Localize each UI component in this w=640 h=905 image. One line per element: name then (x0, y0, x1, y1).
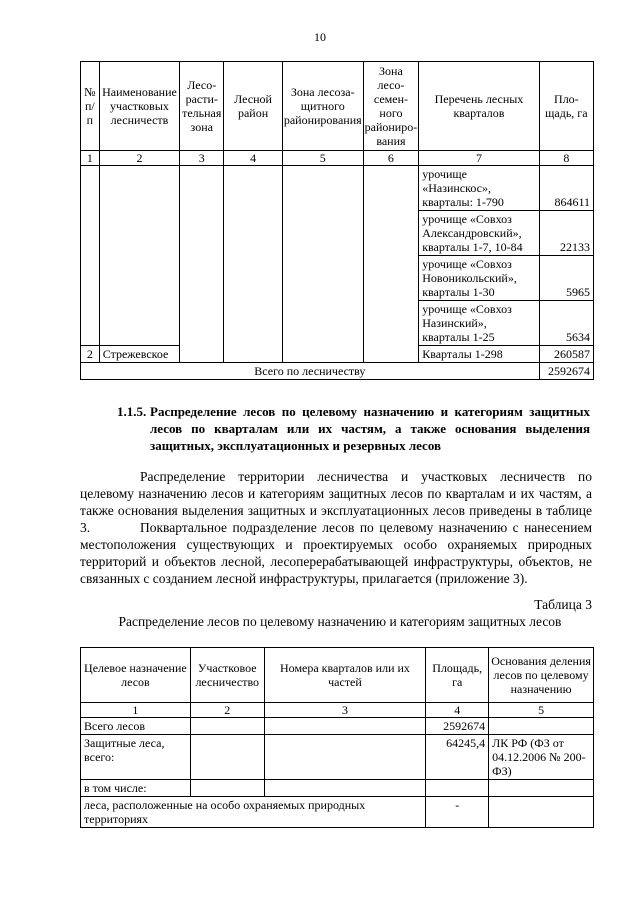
header-cell: Лесной район (224, 62, 283, 151)
header-cell: Наименование участковых лесничеств (99, 62, 180, 151)
area-cell: 64245,4 (426, 735, 489, 780)
column-number: 4 (224, 151, 283, 166)
column-number: 4 (426, 703, 489, 718)
kvartaly-cell: Кварталы 1-298 (419, 346, 540, 363)
header-cell: Номера кварталов или их частей (264, 648, 426, 703)
area-cell: 22133 (539, 211, 593, 256)
table-title: Распределение лесов по целевому назначению и категориям защитных лесов (118, 614, 562, 629)
empty-cell (282, 166, 363, 363)
area-cell: 260587 (539, 346, 593, 363)
basis-cell: ЛК РФ (ФЗ от 04.12.2006 № 200-ФЗ) (489, 735, 594, 780)
column-number: 8 (539, 151, 593, 166)
column-number: 7 (419, 151, 540, 166)
header-cell: Площадь, га (426, 648, 489, 703)
kvartaly-cell: урочище «Совхоз Новоникольский», кварталы 1-30 (419, 256, 540, 301)
table-row (81, 797, 594, 828)
table-caption: Таблица 3 (534, 597, 592, 612)
area-cell: 2592674 (426, 718, 489, 735)
table-header-row (81, 62, 594, 151)
section-number: 1.1.5. (117, 404, 147, 419)
row-number: 2 (81, 346, 100, 363)
page-number: 10 (314, 30, 326, 44)
empty-cell (264, 780, 426, 797)
section-title: Распределение лесов по целевому назначению и категориям защитных лесов по кварталам или их частям, а также основания выделения защитных, эксплуатационных и резервных лесов (150, 404, 590, 453)
empty-cell (180, 166, 224, 363)
area-cell: 5965 (539, 256, 593, 301)
column-number: 1 (81, 703, 191, 718)
area-cell: 5634 (539, 301, 593, 346)
empty-cell (99, 166, 180, 346)
header-cell: Лесо-расти-тельная зона (180, 62, 224, 151)
empty-cell (190, 780, 264, 797)
column-number: 5 (489, 703, 594, 718)
empty-cell (264, 718, 426, 735)
header-cell: Зона лесоза-щитного районирования (282, 62, 363, 151)
purpose-label: Всего лесов (81, 718, 191, 735)
empty-cell (224, 166, 283, 363)
column-number: 3 (264, 703, 426, 718)
table-header-row (81, 648, 594, 703)
empty-cell (264, 735, 426, 780)
total-value: 2592674 (539, 363, 593, 380)
area-cell: 864611 (539, 166, 593, 211)
district-name: Стрежевское (99, 346, 180, 363)
basis-cell (489, 780, 594, 797)
column-number: 6 (363, 151, 419, 166)
basis-cell (489, 797, 594, 828)
table-forest-districts (80, 61, 594, 380)
header-cell: Пло-щадь, га (539, 62, 593, 151)
table-total-row (81, 363, 594, 380)
kvartaly-cell: урочище «Совхоз Назинский», кварталы 1-25 (419, 301, 540, 346)
kvartaly-cell: урочище «Назинскос», кварталы: 1-790 (419, 166, 540, 211)
table-row (81, 166, 594, 211)
kvartaly-cell: урочище «Совхоз Александровский», кварталы 1-7, 10-84 (419, 211, 540, 256)
total-label: Всего по лесничеству (81, 363, 540, 380)
column-number: 2 (190, 703, 264, 718)
purpose-label: леса, расположенные на особо охраняемых природных территориях (81, 797, 426, 828)
column-number-row (81, 151, 594, 166)
empty-cell (190, 718, 264, 735)
purpose-label: Защитные леса, всего: (81, 735, 191, 780)
header-cell: Зона лесо-семен-ного райониро-вания (363, 62, 419, 151)
header-cell: № п/п (81, 62, 100, 151)
header-cell: Целевое назначение лесов (81, 648, 191, 703)
table-row (81, 735, 594, 780)
empty-cell (81, 166, 100, 346)
purpose-label: в том числе: (81, 780, 191, 797)
column-number: 5 (282, 151, 363, 166)
table-row (81, 718, 594, 735)
header-cell: Перечень лесных кварталов (419, 62, 540, 151)
area-cell (426, 780, 489, 797)
header-cell: Основания деления лесов по целевому назначению (489, 648, 594, 703)
column-number: 1 (81, 151, 100, 166)
paragraph: Поквартальное подразделение лесов по целевому назначению с нанесением местоположения существующих и проектируемых особо охраняемых природных территорий и объектов лесной, лесоперерабатывающей инфраструктуры, объектов, не связанных с созданием лесной инфраструктуры, прилагается (приложение 3). (80, 520, 592, 586)
empty-cell (363, 166, 419, 363)
paragraph: Распределение территории лесничества и участковых лесничеств по целевому назначению лесов и категориям защитных лесов по кварталам и их частям, а также основания выделения защитных и эксплуатационных лесов приведены в таблице 3. (80, 469, 592, 535)
basis-cell (489, 718, 594, 735)
column-number: 2 (99, 151, 180, 166)
empty-cell (190, 735, 264, 780)
section-heading (117, 403, 590, 454)
area-cell: - (426, 797, 489, 828)
table-forest-purpose (80, 647, 594, 828)
column-number-row (81, 703, 594, 718)
table-row (81, 780, 594, 797)
header-cell: Участковое лесничество (190, 648, 264, 703)
column-number: 3 (180, 151, 224, 166)
